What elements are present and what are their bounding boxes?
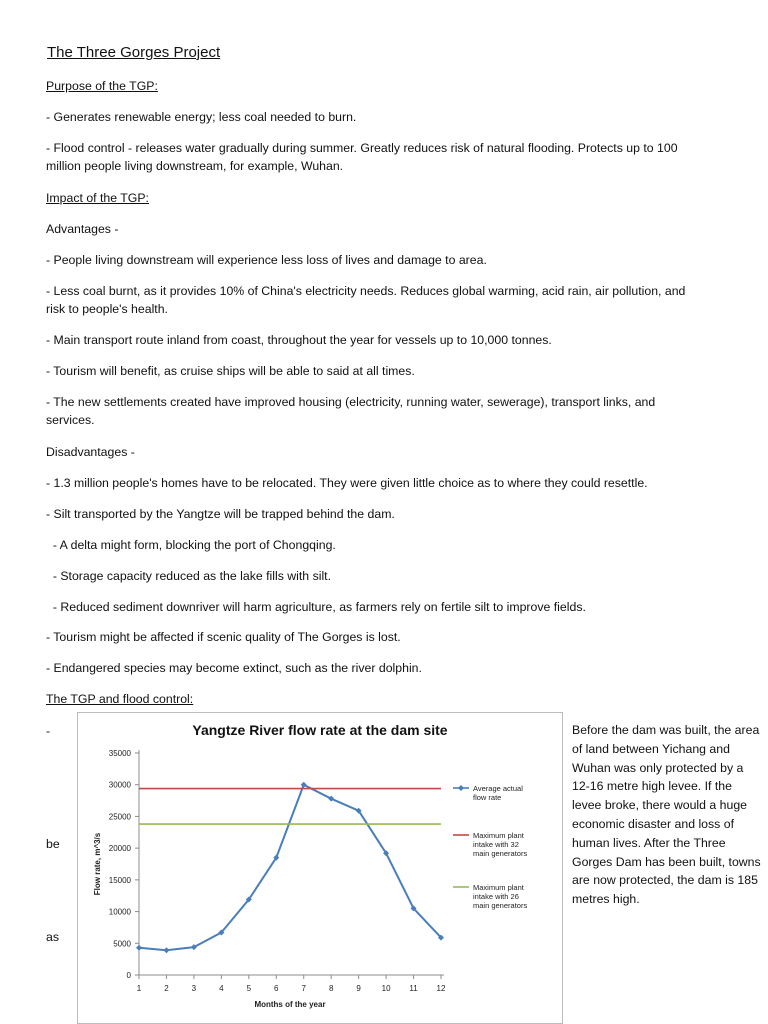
disadvantage-item: - Endangered species may become extinct, such as the river dolphin. xyxy=(46,661,422,675)
y-tick-label: 15000 xyxy=(108,875,131,885)
advantage-item: - Tourism will benefit, as cruise ships will be able to said at all times. xyxy=(46,364,415,378)
x-tick-label: 7 xyxy=(301,984,306,993)
legend-entry: Maximum plant intake with 26 main generators xyxy=(473,883,528,910)
x-tick-label: 5 xyxy=(246,984,252,993)
disadvantages-label: Disadvantages - xyxy=(46,445,135,459)
fragment-as: as xyxy=(46,930,59,944)
y-tick-label: 30000 xyxy=(108,780,131,790)
disadvantage-subitem: - Storage capacity reduced as the lake fills with silt. xyxy=(46,569,332,583)
document-title: The Three Gorges Project xyxy=(47,44,221,61)
flow-rate-chart xyxy=(77,712,563,1024)
legend-entry: Average actual flow rate xyxy=(473,784,523,802)
x-tick-label: 1 xyxy=(136,984,142,993)
data-point xyxy=(136,945,142,951)
y-axis-label: Flow rate, m^3/s xyxy=(93,832,102,896)
fragment-be: be xyxy=(46,837,60,851)
advantage-item: - People living downstream will experience less loss of lives and damage to area. xyxy=(46,253,487,267)
disadvantage-item: - 1.3 million people's homes have to be relocated. They were given little choice as to where they could resettle. xyxy=(46,476,648,490)
purpose-item: - Generates renewable energy; less coal needed to burn. xyxy=(46,110,357,124)
chart-title: Yangtze River flow rate at the dam site xyxy=(192,722,448,738)
x-tick-label: 11 xyxy=(409,984,418,993)
y-tick-label: 5000 xyxy=(113,939,131,949)
x-tick-label: 4 xyxy=(219,984,224,993)
y-tick-label: 20000 xyxy=(108,844,131,854)
advantage-item: - The new settlements created have improved housing (electricity, running water, sewerage), transport links, and xyxy=(46,395,656,409)
legend-entry: Maximum plant intake with 32 main generators xyxy=(473,831,528,858)
y-tick-label: 35000 xyxy=(108,749,131,758)
x-tick-label: 6 xyxy=(274,984,279,993)
advantage-item: services. xyxy=(46,413,95,427)
impact-heading: Impact of the TGP: xyxy=(46,191,149,205)
x-axis-label: Months of the year xyxy=(254,1000,326,1009)
chart-canvas xyxy=(78,713,562,1023)
x-tick-label: 3 xyxy=(191,984,197,993)
disadvantage-item: - Tourism might be affected if scenic quality of The Gorges is lost. xyxy=(46,630,401,644)
purpose-item: - Flood control - releases water gradually during summer. Greatly reduces risk of natural flooding. Protects up to 100 xyxy=(46,141,678,155)
levee-paragraph: Before the dam was built, the area of land between Yichang and Wuhan was only protected by a 12-16 metre high levee. If the levee broke, there would a huge economic disaster and loss of human lives. After the Three Gorges Dam has been built, towns are now protected, the dam is 185 metres high. xyxy=(572,723,761,907)
advantage-item: - Main transport route inland from coast, throughout the year for vessels up to 10,000 tonnes. xyxy=(46,333,552,347)
flood-control-heading: The TGP and flood control: xyxy=(46,692,194,706)
disadvantage-item: - Silt transported by the Yangtze will be trapped behind the dam. xyxy=(46,507,395,521)
y-tick-label: 10000 xyxy=(108,907,131,917)
fragment-dash: - xyxy=(46,724,51,738)
y-tick-label: 25000 xyxy=(108,812,131,822)
advantages-label: Advantages - xyxy=(46,222,119,236)
x-tick-label: 12 xyxy=(436,984,446,993)
advantage-item: risk to people's health. xyxy=(46,302,168,316)
x-tick-label: 9 xyxy=(356,984,361,993)
advantage-item: - Less coal burnt, as it provides 10% of China's electricity needs. Reduces global warming, acid rain, air pollution, and xyxy=(46,284,686,298)
series-line-1 xyxy=(139,785,441,951)
purpose-item: million people living downstream, for example, Wuhan. xyxy=(46,159,344,173)
x-tick-label: 8 xyxy=(328,984,334,993)
purpose-heading: Purpose of the TGP: xyxy=(46,79,158,93)
x-tick-label: 10 xyxy=(381,984,391,993)
x-tick-label: 2 xyxy=(164,984,169,993)
disadvantage-subitem: - A delta might form, blocking the port of Chongqing. xyxy=(46,538,336,552)
data-point xyxy=(163,947,169,953)
disadvantage-subitem: - Reduced sediment downriver will harm agriculture, as farmers rely on fertile silt to improve fields. xyxy=(46,600,586,614)
y-tick-label: 0 xyxy=(126,971,131,980)
legend-marker xyxy=(458,785,464,791)
